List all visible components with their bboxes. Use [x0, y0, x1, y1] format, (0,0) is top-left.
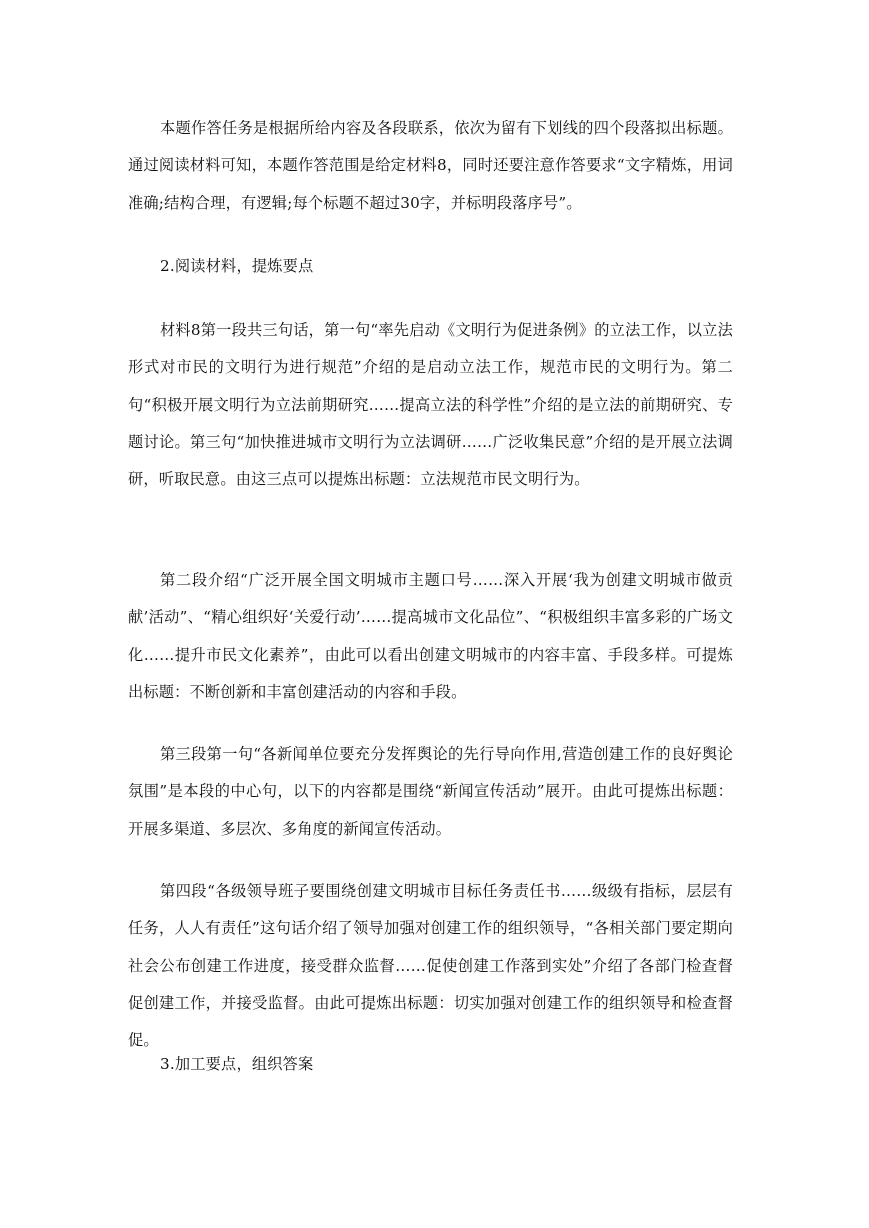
paragraph-task-description: 本题作答任务是根据所给内容及各段联系，依次为留有下划线的四个段落拟出标题。通过阅读材料可知，本题作答范围是给定材料8，同时还要注意作答要求“文字精炼，用词准确;结构合理，有逻辑;每个标题不超过30字，并标明段落序号”。	[128, 119, 733, 212]
paragraph-section-three-analysis: 第三段第一句“各新闻单位要充分发挥舆论的先行导向作用,营造创建工作的良好舆论氛围”是本段的中心句，以下的内容都是围绕“新闻宣传活动”展开。由此可提炼出标题：开展多渠道、多层次、多角度的新闻宣传活动。	[128, 745, 733, 838]
step-heading-organize-answer: 3.加工要点，组织答案	[160, 1055, 314, 1073]
step-heading-read-material: 2.阅读材料，提炼要点	[160, 257, 314, 275]
paragraph-section-two-analysis: 第二段介绍“广泛开展全国文明城市主题口号……深入开展‘我为创建文明城市做贡献’活动”、“精心组织好‘关爱行动’……提高城市文化品位”、“积极组织丰富多彩的广场文化……提升市民文化素养”，由此可以看出创建文明城市的内容丰富、手段多样。可提炼出标题：不断创新和丰富创建活动的内容和手段。	[128, 571, 733, 701]
paragraph-section-four-analysis: 第四段“各级领导班子要围绕创建文明城市目标任务责任书……级级有指标，层层有任务，人人有责任”这句话介绍了领导加强对创建工作的组织领导，“各相关部门要定期向社会公布创建工作进度，接受群众监督……促使创建工作落到实处”介绍了各部门检查督促创建工作，并接受监督。由此可提炼出标题：切实加强对创建工作的组织领导和检查督促。	[128, 882, 733, 1050]
paragraph-section-one-analysis: 材料8第一段共三句话，第一句“率先启动《文明行为促进条例》的立法工作，以立法形式对市民的文明行为进行规范”介绍的是启动立法工作，规范市民的文明行为。第二句“积极开展文明行为立法前期研究……提高立法的科学性”介绍的是立法的前期研究、专题讨论。第三句“加快推进城市文明行为立法调研……广泛收集民意”介绍的是开展立法调研，听取民意。由这三点可以提炼出标题：立法规范市民文明行为。	[128, 321, 733, 489]
